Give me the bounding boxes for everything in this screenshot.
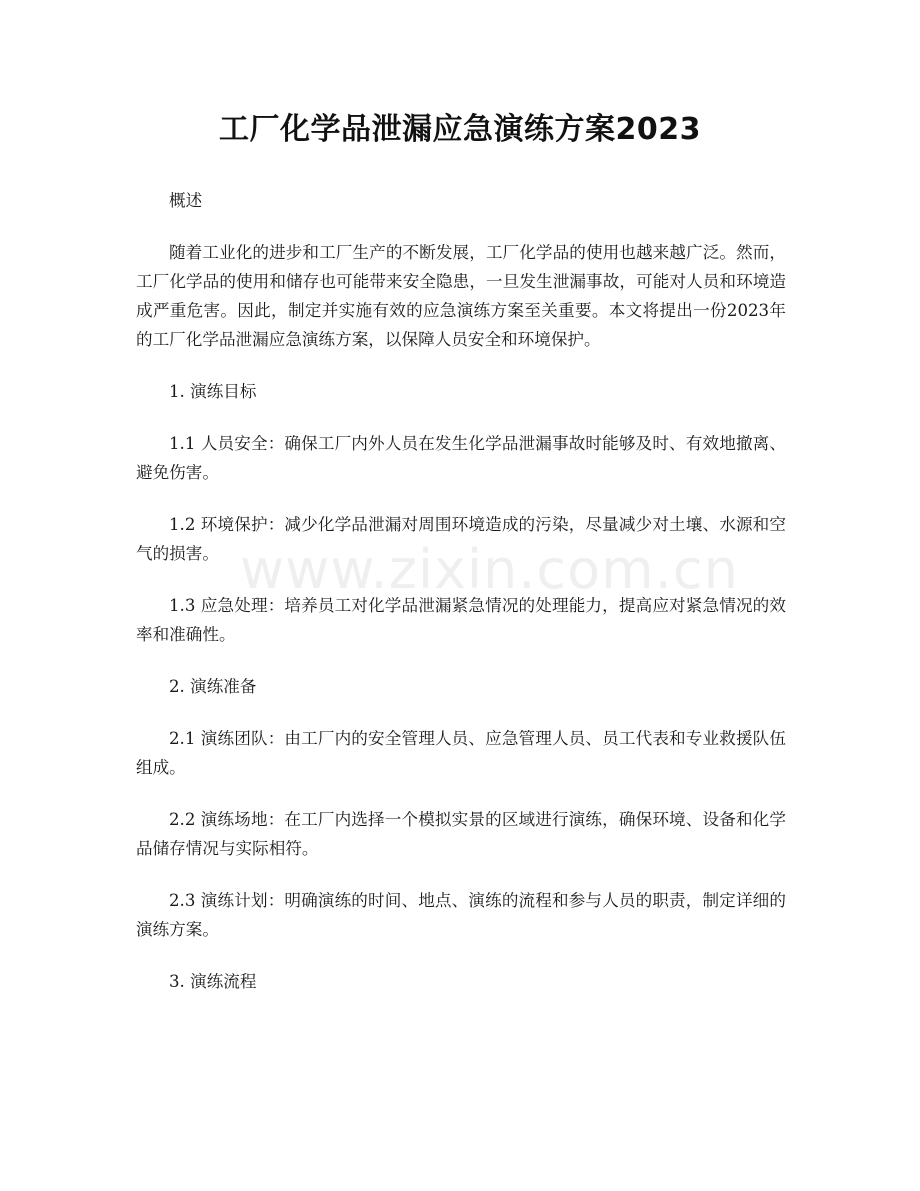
section-heading-goals: 1. 演练目标 (169, 382, 257, 401)
watermark: www.zixin.com.cn (240, 538, 739, 601)
document-body (136, 186, 786, 1019)
paragraph-intro: 随着工业化的进步和工厂生产的不断发展，工厂化学品的使用也越来越广泛。然而，工厂化学品的使用和储存也可能带来安全隐患，一旦发生泄漏事故，可能对人员和环境造成严重危害。因此，制定并实施有效的应急演练方案至关重要。本文将提出一份2023年的工厂化学品泄漏应急演练方案，以保障人员安全和环境保护。 (136, 243, 786, 349)
paragraph-goal-1-1: 1.1 人员安全：确保工厂内外人员在发生化学品泄漏事故时能够及时、有效地撤离、避免伤害。 (136, 434, 786, 482)
paragraph-goal-1-3: 1.3 应急处理：培养员工对化学品泄漏紧急情况的处理能力，提高应对紧急情况的效率和准确性。 (136, 596, 786, 644)
section-heading-preparation: 2. 演练准备 (169, 677, 257, 696)
section-heading-process: 3. 演练流程 (169, 972, 257, 991)
document-title: 工厂化学品泄漏应急演练方案2023 (219, 112, 701, 147)
paragraph-prep-2-3: 2.3 演练计划：明确演练的时间、地点、演练的流程和参与人员的职责，制定详细的演练方案。 (136, 891, 786, 939)
paragraph-prep-2-1: 2.1 演练团队：由工厂内的安全管理人员、应急管理人员、员工代表和专业救援队伍组成。 (136, 729, 786, 777)
paragraph-prep-2-2: 2.2 演练场地：在工厂内选择一个模拟实景的区域进行演练，确保环境、设备和化学品储存情况与实际相符。 (136, 810, 786, 858)
section-heading-overview: 概述 (169, 191, 203, 210)
paragraph-goal-1-2: 1.2 环境保护：减少化学品泄漏对周围环境造成的污染，尽量减少对土壤、水源和空气的损害。 (136, 515, 786, 563)
